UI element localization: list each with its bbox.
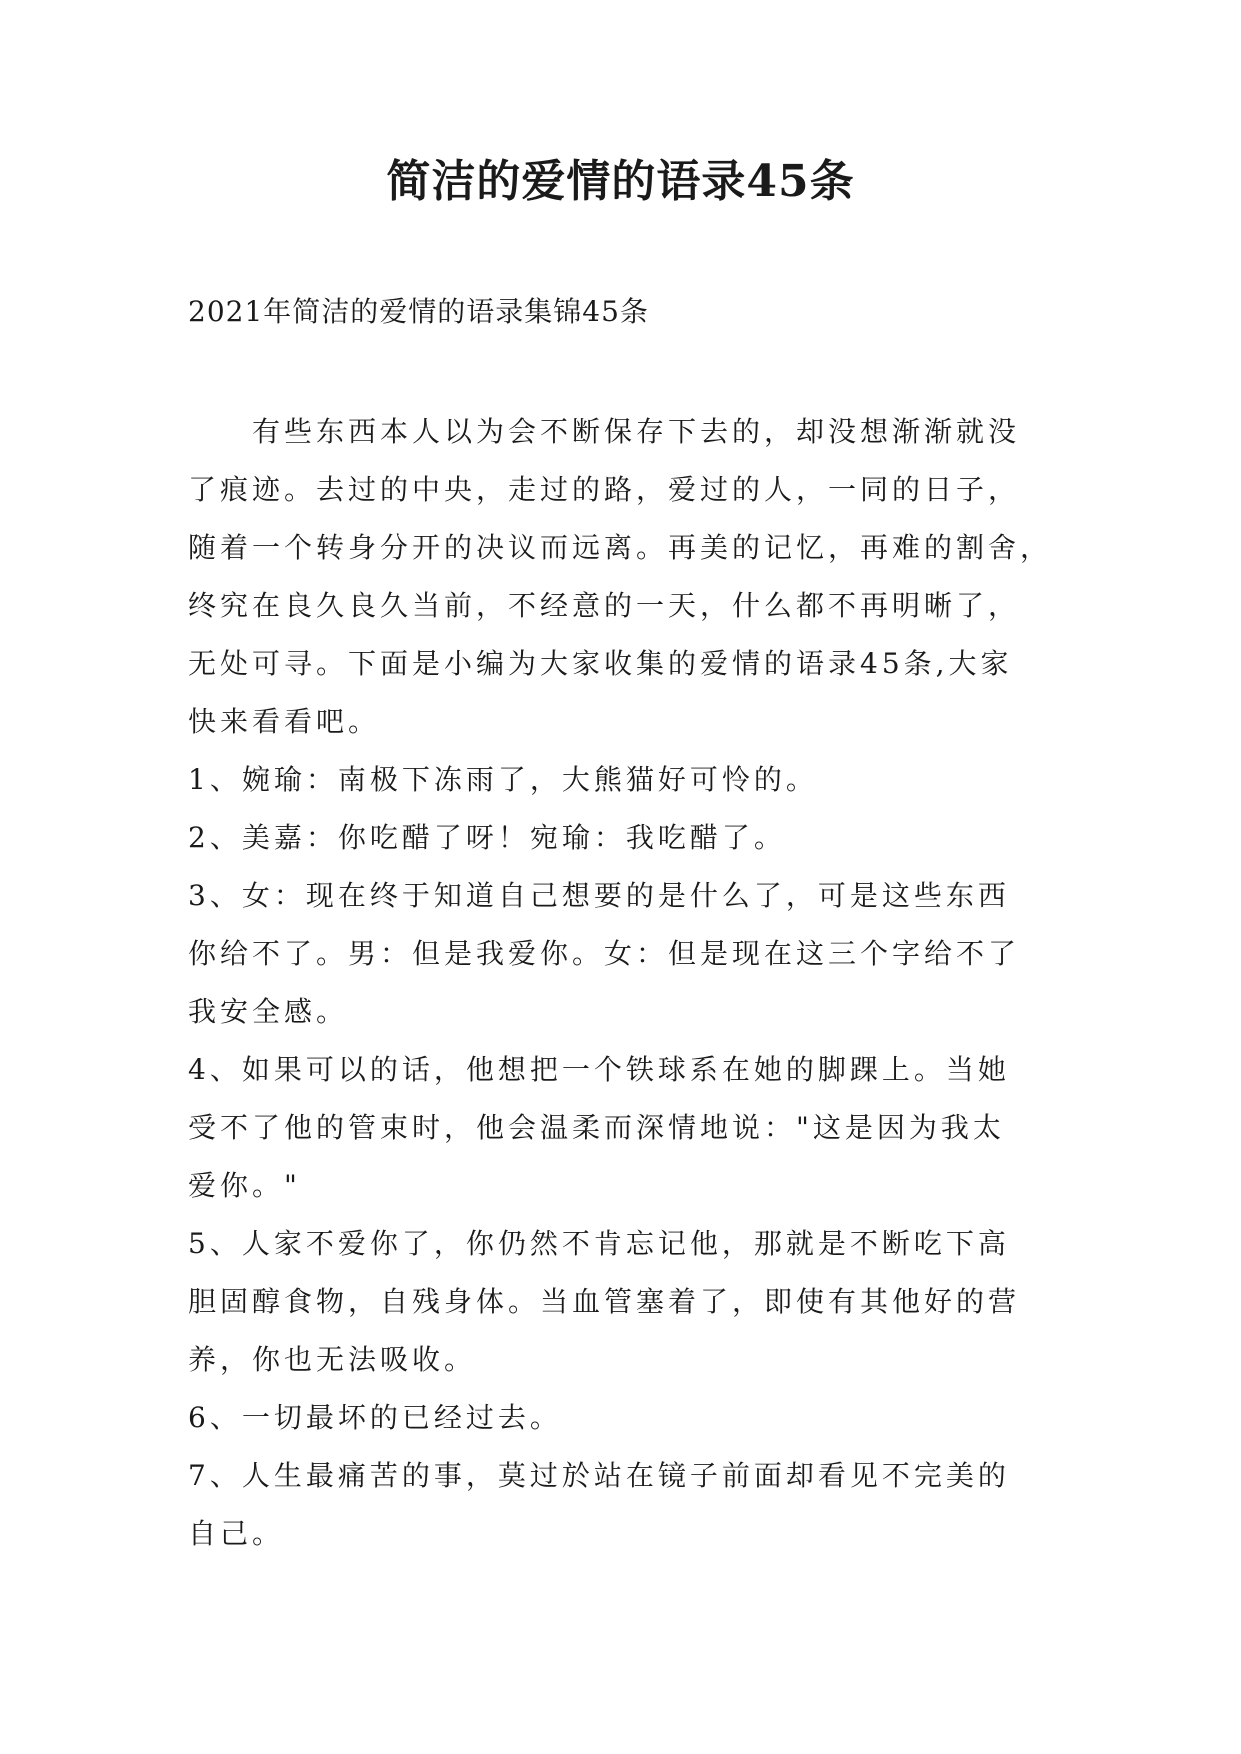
item-line: 7、人生最痛苦的事，莫过於站在镜子前面却看见不完美的	[188, 1459, 1010, 1492]
item-line: 胆固醇食物，自残身体。当血管塞着了，即使有其他好的营	[188, 1285, 1021, 1318]
document-title: 简洁的爱情的语录45条	[386, 156, 855, 207]
item-line: 爱你。"	[188, 1169, 301, 1202]
item-line: 你给不了。男：但是我爱你。女：但是现在这三个字给不了	[188, 937, 1021, 970]
item-line: 3、女：现在终于知道自己想要的是什么了，可是这些东西	[188, 879, 1010, 912]
item-line: 我安全感。	[188, 995, 349, 1028]
item-line: 6、一切最坏的已经过去。	[188, 1401, 562, 1434]
intro-line: 终究在良久良久当前，不经意的一天，什么都不再明晰了，	[188, 589, 1021, 622]
item-line: 养，你也无法吸收。	[188, 1343, 477, 1376]
item-line: 4、如果可以的话，他想把一个铁球系在她的脚踝上。当她	[188, 1053, 1010, 1086]
item-line: 1、婉瑜：南极下冻雨了，大熊猫好可怜的。	[188, 763, 818, 796]
item-line: 2、美嘉：你吃醋了呀！宛瑜：我吃醋了。	[188, 821, 786, 854]
intro-line: 有些东西本人以为会不断保存下去的，却没想渐渐就没	[188, 415, 1021, 448]
intro-line: 随着一个转身分开的决议而远离。再美的记忆，再难的割舍，	[188, 531, 1053, 564]
item-line: 自己。	[188, 1517, 285, 1550]
document-subtitle: 2021年简洁的爱情的语录集锦45条	[188, 295, 649, 328]
intro-line: 了痕迹。去过的中央，走过的路，爱过的人，一同的日子，	[188, 473, 1021, 506]
intro-line: 快来看看吧。	[188, 705, 381, 738]
document-body	[188, 403, 1058, 1563]
intro-line: 无处可寻。下面是小编为大家收集的爱情的语录45条,大家	[188, 647, 1013, 680]
item-line: 受不了他的管束时，他会温柔而深情地说："这是因为我太	[188, 1111, 1005, 1144]
item-line: 5、人家不爱你了，你仍然不肯忘记他，那就是不断吃下高	[188, 1227, 1010, 1260]
